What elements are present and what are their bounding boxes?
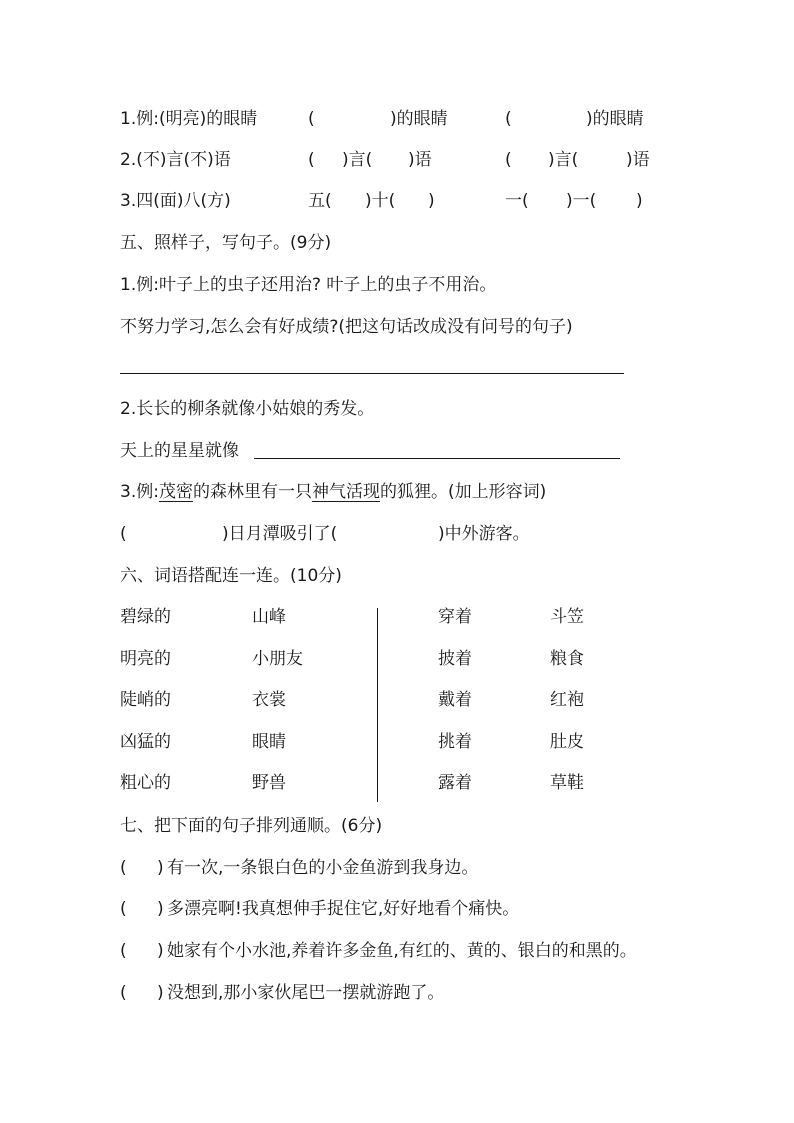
section-5-question-1-task: 不努力学习,怎么会有好成绩?(把这句话改成没有问号的句子) (120, 317, 573, 337)
word[interactable]: 眼睛 (252, 732, 286, 752)
word[interactable]: 碧绿的 (120, 607, 171, 627)
example-3-text: 3.四(面)八(方) (120, 191, 231, 211)
example-1-text: 1.例:(明亮)的眼睛 (120, 109, 258, 129)
paren-open[interactable]: ( (120, 899, 127, 919)
q3-prefix: 3.例: (120, 482, 159, 502)
paren-close: ) (636, 191, 643, 211)
word[interactable]: 挑着 (438, 732, 472, 752)
word[interactable]: 凶猛的 (120, 732, 171, 752)
word[interactable]: 山峰 (252, 607, 286, 627)
word[interactable]: 小朋友 (252, 649, 303, 669)
paren-open[interactable]: ( (120, 941, 127, 961)
paren-open: ( (308, 150, 315, 170)
paren-open[interactable]: ( (120, 983, 127, 1003)
column-divider (377, 608, 378, 802)
paren-close: ) (157, 983, 164, 1003)
word[interactable]: 野兽 (252, 773, 286, 793)
q3-mid: 的森林里有一只 (192, 482, 312, 502)
section-5-question-3 (120, 481, 546, 503)
word[interactable]: 衣裳 (252, 690, 286, 710)
blank-suffix: )的眼睛 (586, 109, 644, 129)
paren-open: ( (505, 150, 512, 170)
sentence: 多漂亮啊!我真想伸手捉住它,好好地看个痛快。 (167, 899, 520, 919)
word[interactable]: 明亮的 (120, 649, 171, 669)
blank-mid: )十( (365, 191, 396, 211)
word[interactable]: 戴着 (438, 690, 472, 710)
word[interactable]: 粮食 (550, 649, 584, 669)
blank-suffix: )言( (548, 150, 579, 170)
section-5-question-1: 1.例:叶子上的虫子还用治? 叶子上的虫子不用治。 (120, 275, 497, 295)
sentence: 她家有个小水池,养着许多金鱼,有红的、黄的、银白的和黑的。 (167, 941, 637, 961)
section-5-question-2: 2.长长的柳条就像小姑娘的秀发。 (120, 399, 375, 419)
section-6-heading: 六、词语搭配连一连。(10分) (120, 566, 342, 586)
paren-close: ) (157, 941, 164, 961)
section-7-heading: 七、把下面的句子排列通顺。(6分) (120, 816, 383, 836)
word[interactable]: 粗心的 (120, 773, 171, 793)
paren-close: ) (428, 191, 435, 211)
word[interactable]: 露着 (438, 773, 472, 793)
section-5-heading: 五、照样子，写句子。(9分) (120, 233, 332, 253)
blank-suffix: )语 (408, 150, 432, 170)
blank-prefix: 五( (308, 191, 332, 211)
paren-open: ( (505, 109, 512, 129)
sentence: 有一次,一条银白色的小金鱼游到我身边。 (167, 858, 479, 878)
section-5-question-2-task: 天上的星星就像 (120, 441, 239, 461)
word[interactable]: 草鞋 (550, 773, 584, 793)
task-end: )中外游客。 (438, 524, 530, 544)
paren-close: ) (157, 858, 164, 878)
blank-mid: )一( (566, 191, 597, 211)
blank-suffix: )言( (342, 150, 373, 170)
task-mid: )日月潭吸引了( (222, 524, 338, 544)
word[interactable]: 陡峭的 (120, 690, 171, 710)
underlined-adjective: 茂密 (158, 482, 193, 502)
word[interactable]: 斗笠 (550, 607, 584, 627)
example-2-text: 2.(不)言(不)语 (120, 150, 231, 170)
blank-suffix: )语 (626, 150, 650, 170)
paren-open[interactable]: ( (120, 858, 127, 878)
paren-open: ( (308, 109, 315, 129)
blank-suffix: )的眼睛 (390, 109, 448, 129)
word[interactable]: 披着 (438, 649, 472, 669)
paren-close: ) (157, 899, 164, 919)
word[interactable]: 红袍 (550, 690, 584, 710)
sentence: 没想到,那小家伙尾巴一摆就游跑了。 (167, 983, 445, 1003)
word[interactable]: 穿着 (438, 607, 472, 627)
underlined-adjective: 神气活现 (311, 482, 380, 502)
q3-end: 的狐狸。(加上形容词) (379, 482, 547, 502)
word[interactable]: 肚皮 (550, 732, 584, 752)
paren-open: ( (120, 524, 127, 544)
answer-line[interactable] (254, 458, 620, 459)
answer-line[interactable] (120, 373, 624, 374)
blank-prefix: 一( (505, 191, 529, 211)
